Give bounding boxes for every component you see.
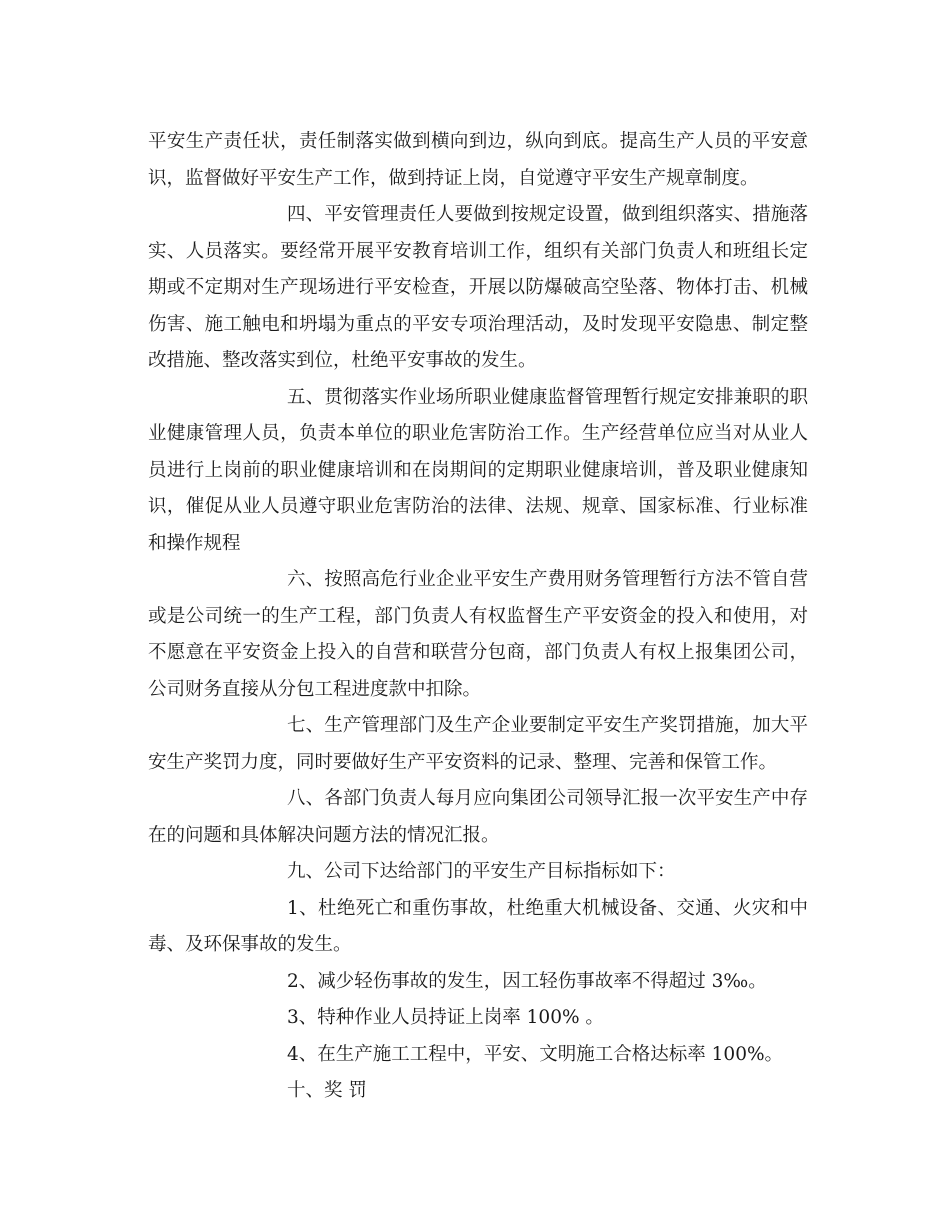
paragraph-item-8: 八、各部门负责人每月应向集团公司领导汇报一次平安生产中存在的问题和具体解决问题方法的情况汇报。 [148, 788, 808, 846]
paragraph-item-9: 九、公司下达给部门的平安生产目标指标如下： [287, 861, 676, 882]
target-item-1: 1、杜绝死亡和重伤事故，杜绝重大机械设备、交通、火灾和中毒、及环保事故的发生。 [148, 897, 808, 955]
target-item-2: 2、减少轻伤事故的发生，因工轻伤事故率不得超过 3‰。 [287, 970, 767, 992]
document-body [148, 124, 808, 1110]
section-heading-rewards: 十、奖 罚 [287, 1080, 367, 1101]
target-item-4: 4、在生产施工工程中，平安、文明施工合格达标率 100%。 [287, 1043, 784, 1065]
paragraph-item-4: 四、平安管理责任人要做到按规定设置，做到组织落实、措施落实、人员落实。要经常开展平安教育培训工作，组织有关部门负责人和班组长定期或不定期对生产现场进行平安检查，开展以防爆破高空坠落、物体打击、机械伤害、施工触电和坍塌为重点的平安专项治理活动，及时发现平安隐患、制定整改措施、整改落实到位，杜绝平安事故的发生。 [148, 204, 808, 371]
paragraph-item-7: 七、生产管理部门及生产企业要制定平安生产奖罚措施，加大平安生产奖罚力度，同时要做好生产平安资料的记录、整理、完善和保管工作。 [148, 715, 808, 773]
paragraph-continuation: 平安生产责任状，责任制落实做到横向到边，纵向到底。提高生产人员的平安意识，监督做好平安生产工作，做到持证上岗，自觉遵守平安生产规章制度。 [148, 131, 808, 189]
paragraph-item-5: 五、贯彻落实作业场所职业健康监督管理暂行规定安排兼职的职业健康管理人员，负责本单位的职业危害防治工作。生产经营单位应当对从业人员进行上岗前的职业健康培训和在岗期间的定期职业健康培训，普及职业健康知识，催促从业人员遵守职业危害防治的法律、法规、规章、国家标准、行业标准和操作规程 [148, 386, 808, 554]
target-item-3: 3、特种作业人员持证上岗率 100% 。 [287, 1007, 604, 1028]
paragraph-item-6: 六、按照高危行业企业平安生产费用财务管理暂行方法不管自营或是公司统一的生产工程，部门负责人有权监督生产平安资金的投入和使用，对不愿意在平安资金上投入的自营和联营分包商，部门负责人有权上报集团公司，公司财务直接从分包工程进度款中扣除。 [148, 569, 808, 700]
